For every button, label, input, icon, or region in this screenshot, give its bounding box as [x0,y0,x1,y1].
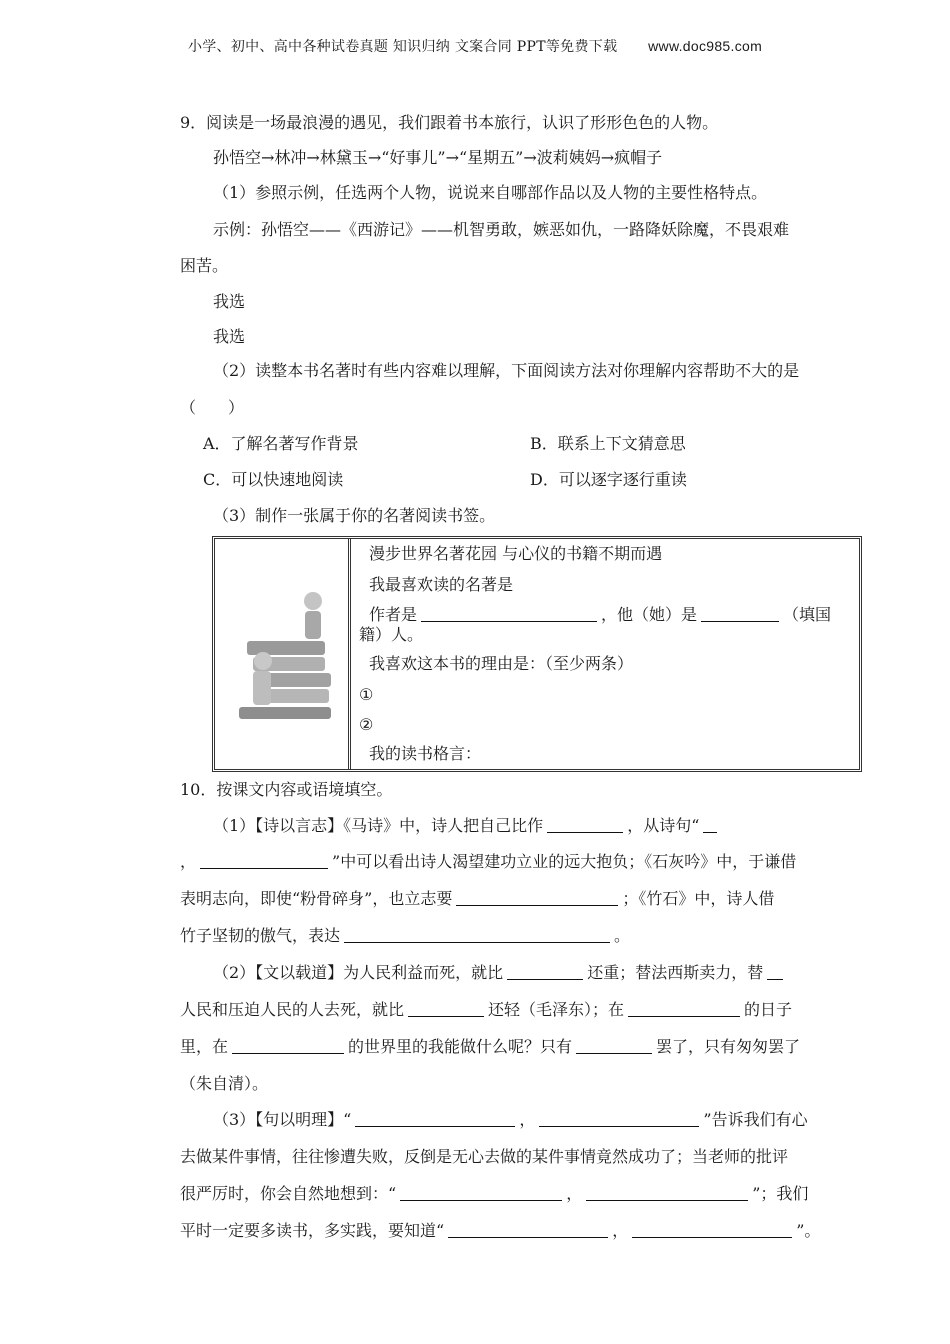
blank-poem-line-a[interactable] [703,816,717,833]
option-b: B．联系上下文猜意思 [530,434,686,453]
q9-part1: （1）参照示例，任选两个人物，说说来自哪部作品以及人物的主要性格特点。 [213,183,768,202]
q10-s2-text-d: 还轻（毛泽东）；在 [488,1000,625,1019]
blank-exploit[interactable] [767,963,783,980]
page-header [0,36,950,56]
q10-s2-text-c: 人民和压迫人民的人去死，就比 [180,1000,405,1019]
q10-s2-line3 [180,1036,800,1058]
q10-s3-line1 [213,1109,808,1131]
bookmark-title: 漫步世界名著花园 与心仪的书籍不期而遇 [369,544,663,563]
q10-s3-text-j: ”。 [796,1221,821,1240]
q10-s1-line2 [180,851,796,873]
q10-stem: 10．按课文内容或语境填空。 [180,780,393,799]
q10-s1-text-e: 表明志向，即使“粉骨碎身”，也立志要 [180,889,453,908]
q10-s3-text-g: ”；我们 [752,1184,809,1203]
q10-s1-text-h: 。 [614,926,631,945]
q10-s1-line4 [180,925,630,947]
q10-s3-text-i: ， [612,1221,629,1240]
bookmark-nationality-end: 籍）人。 [359,625,424,644]
q10-s1-text-g: 竹子坚韧的傲气，表达 [180,926,341,945]
q9-choose-2: 我选 [213,327,246,346]
q10-s2-text-f: 里，在 [180,1037,229,1056]
blank-heavier-than[interactable] [507,963,583,980]
author-blank[interactable] [421,605,597,622]
q9-stem: 9．阅读是一场最浪漫的遇见，我们跟着书本旅行，认识了形形色色的人物。 [180,113,719,132]
q10-s3-line4 [180,1220,820,1242]
option-a: A．了解名著写作背景 [203,434,359,453]
blank-world[interactable] [232,1037,344,1054]
bookmark-reason-1: ① [359,685,374,704]
q10-s1-line3 [180,888,774,910]
q9-answer-paren: （ ） [180,398,245,417]
bookmark-author-line [369,604,831,626]
q10-s3-line3 [180,1183,808,1205]
blank-horse-self[interactable] [547,816,623,833]
bookmark-divider [348,539,351,769]
blank-only[interactable] [576,1037,652,1054]
q9-example-line2: 困苦。 [180,256,229,275]
option-d: D．可以逐字逐行重读 [530,470,687,489]
q10-s1-text-b: ，从诗句“ [627,816,700,835]
blank-proverb-3b[interactable] [632,1221,792,1238]
bookmark-motto: 我的读书格言： [369,744,482,763]
blank-proverb-1a[interactable] [355,1110,515,1127]
q10-s2-line1 [213,962,787,984]
q10-s1-text-f: ；《竹石》中，诗人借 [622,889,775,908]
nationality-blank[interactable] [701,605,779,622]
blank-bamboo-express[interactable] [344,926,610,943]
header-text: 小学、初中、高中各种试卷真题 知识归纳 文案合同 PPT等免费下载 [187,39,618,55]
blank-days[interactable] [628,1000,740,1017]
q10-s3-text-e: 很严厉时，你会自然地想到：“ [180,1184,397,1203]
books-illustration [233,579,345,729]
blank-proverb-3a[interactable] [448,1221,608,1238]
blank-poem-line-b[interactable] [200,852,328,869]
blank-lighter-than[interactable] [408,1000,484,1017]
q10-s3-text-a: （3）【句以明理】“ [213,1110,352,1129]
q10-s1-line1 [213,815,721,837]
bookmark-reason: 我喜欢这本书的理由是：（至少两条） [369,654,634,673]
q10-s1-text-d: ”中可以看出诗人渴望建功立业的远大抱负；《石灰吟》中，于谦借 [332,852,797,871]
q10-s3-text-h: 平时一定要多读书，多实践，要知道“ [180,1221,445,1240]
q10-s2-text-b: 还重；替法西斯卖力，替 [587,963,764,982]
nationality-label: （填国 [783,605,832,624]
bookmark-box [212,536,862,772]
he-she-label: ，他（她）是 [601,605,698,624]
q10-s2-line2 [180,999,792,1021]
q10-s3-text-c: ”告诉我们有心 [703,1110,808,1129]
q10-s2-text-h: 罢了，只有匆匆罢了 [656,1037,801,1056]
q10-s2-text-e: 的日子 [744,1000,793,1019]
q9-choose-1: 我选 [213,292,246,311]
q10-s1-text-a: （1）【诗以言志】《马诗》中，诗人把自己比作 [213,816,544,835]
q10-s2-text-a: （2）【文以载道】为人民利益而死，就比 [213,963,504,982]
author-label: 作者是 [369,605,418,624]
bookmark-favorite: 我最喜欢读的名著是 [369,575,514,594]
q9-example-line1: 示例：孙悟空——《西游记》——机智勇敢，嫉恶如仇，一路降妖除魔，不畏艰难 [213,220,790,239]
option-c: C．可以快速地阅读 [203,470,344,489]
q10-s2-text-g: 的世界里的我能做什么呢？只有 [348,1037,573,1056]
blank-proverb-1b[interactable] [539,1110,699,1127]
q10-s3-text-f: ， [566,1184,583,1203]
header-url[interactable]: www.doc985.com [648,38,763,54]
q9-character-chain: 孙悟空→林冲→林黛玉→“好事儿”→“星期五”→波莉姨妈→疯帽子 [213,148,663,167]
blank-proverb-2a[interactable] [400,1184,562,1201]
q10-s2-line4: （朱自清）。 [180,1074,269,1093]
q9-part3: （3）制作一张属于你的名著阅读书签。 [213,506,496,525]
q10-s3-line2: 去做某件事情，往往惨遭失败，反倒是无心去做的某件事情竟然成功了；当老师的批评 [180,1147,789,1166]
q9-part2: （2）读整本书名著时有些内容难以理解，下面阅读方法对你理解内容帮助不大的是 [213,361,800,380]
blank-lime-resolve[interactable] [456,889,618,906]
q10-s1-text-c: ， [180,852,197,871]
blank-proverb-2b[interactable] [586,1184,748,1201]
bookmark-reason-2: ② [359,715,374,734]
q10-s3-text-b: ， [519,1110,536,1129]
